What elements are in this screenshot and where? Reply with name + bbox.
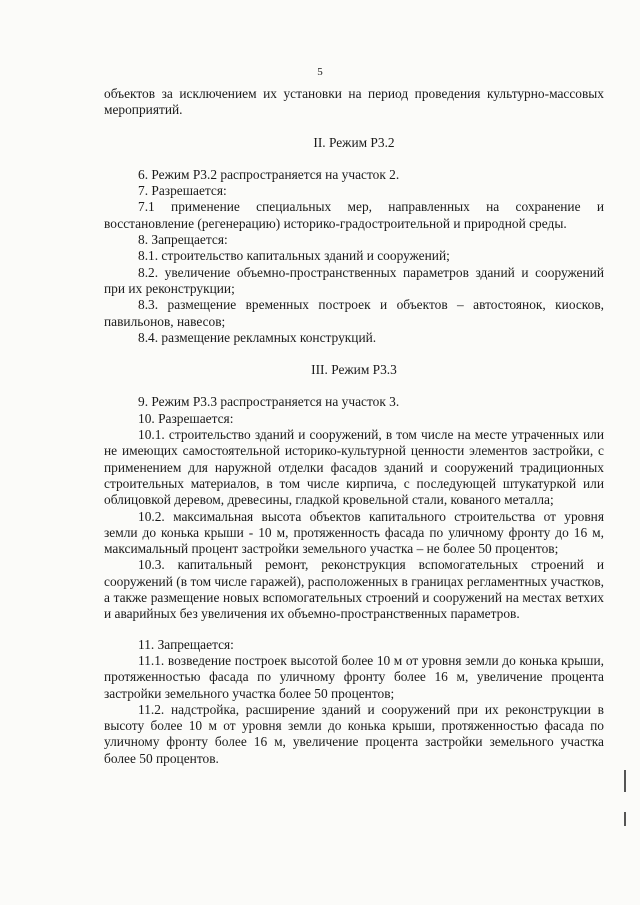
clause-8-1: 8.1. строительство капитальных зданий и сооружений; [138, 248, 450, 264]
clause-11-1: 11.1. возведение построек высотой более 10 м от уровня земли до конька крыши, протяженностью фасада по уличному фронту более 16 м, увеличение процента застройки земельного участка более 50 процентов; [104, 652, 604, 701]
document-body [104, 86, 604, 767]
page-number: 5 [317, 66, 323, 78]
clause-8-3: 8.3. размещение временных построек и объектов – автостоянок, киосков, павильонов, навесов; [104, 297, 604, 329]
clause-8-4: 8.4. размещение рекламных конструкций. [138, 329, 377, 345]
clause-11-2: 11.2. надстройка, расширение зданий и сооружений при их реконструкции в высоту более 10 м от уровня земли до конька крыши, протяженностью фасада по уличному фронту более 16 м, увеличение процента застройки земельного участка более 50 процентов. [104, 701, 604, 766]
clause-8-2: 8.2. увеличение объемно-пространственных параметров зданий и сооружений при их реконструкции; [104, 264, 604, 296]
section-heading-iii: III. Режим Р3.3 [311, 362, 397, 378]
clause-10-2: 10.2. максимальная высота объектов капитального строительства от уровня земли до конька крыши - 10 м, протяженность фасада по уличному фронту до 16 м, максимальный процент застройки земельного участка – не более 50 процентов; [104, 508, 604, 557]
clause-6: 6. Режим Р3.2 распространяется на участок 2. [138, 166, 400, 182]
clause-10: 10. Разрешается: [138, 410, 234, 426]
clause-10-3: 10.3. капитальный ремонт, реконструкция вспомогательных строений и сооружений (в том числе гаражей), расположенных в границах регламентных участков, а также размещение новых вспомогательных строений и сооружений на местах ветхих и аварийных без увеличения их объемно-пространственных параметров. [104, 557, 604, 622]
clause-9: 9. Режим Р3.3 распространяется на участок 3. [138, 394, 400, 410]
section-heading-ii: II. Режим Р3.2 [313, 134, 395, 150]
clause-7: 7. Разрешается: [138, 183, 227, 199]
clause-10-1: 10.1. строительство зданий и сооружений, в том числе на месте утраченных или не имеющих самостоятельной историко-культурной ценности элементов застройки, с применением для наружной отделки фасадов зданий и сооружений традиционных строительных материалов, в том числе кирпича, с последующей штукатуркой или облицовкой деревом, древесины, гладкой кровельной стали, кованого металла; [104, 427, 604, 508]
clause-7-1: 7.1 применение специальных мер, направленных на сохранение и восстановление (регенерацию) историко-градостроительной и природной среды. [104, 199, 604, 231]
scan-edge-mark [624, 770, 626, 792]
clause-8: 8. Запрещается: [138, 232, 228, 248]
scan-edge-mark [624, 812, 626, 826]
clause-11: 11. Запрещается: [138, 636, 234, 652]
paragraph-continuation: объектов за исключением их установки на период проведения культурно-массовых мероприятий. [104, 86, 604, 118]
